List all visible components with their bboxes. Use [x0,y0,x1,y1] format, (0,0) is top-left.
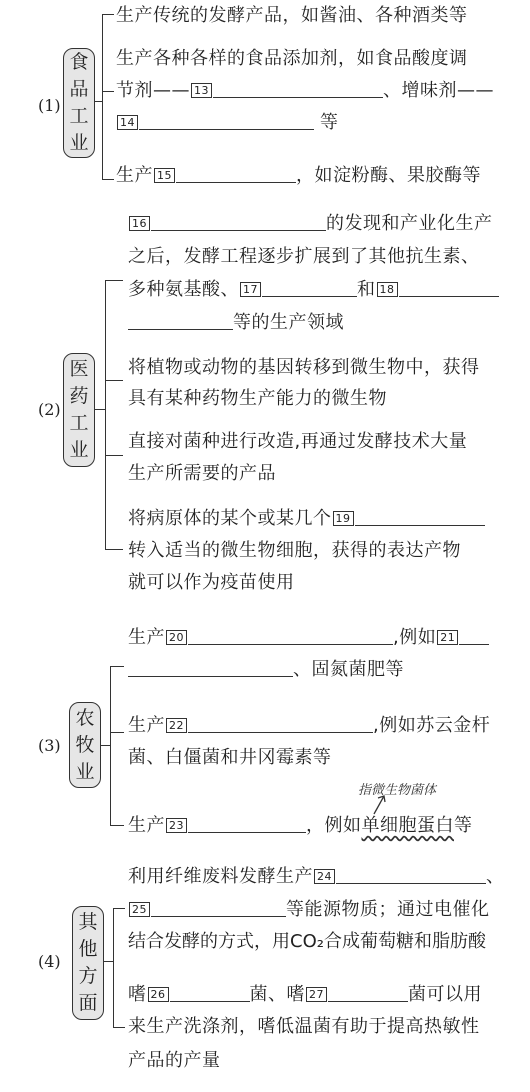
fill-blank[interactable] [188,628,393,645]
agri-line-5 [128,815,473,837]
text-span: ,例如苏云金杆 [373,715,491,736]
text-span: 、增味剂—— [383,80,494,101]
fill-blank[interactable] [128,313,233,330]
fill-blank[interactable] [151,900,286,917]
bracket-tick [105,455,123,456]
text-span: ，例如 [306,815,362,836]
text-span: 将病原体的某个或某几个 [128,508,332,529]
blank-number: 20 [166,630,187,645]
pharma-line-10: 转入适当的微生物细胞，获得的表达产物 [128,540,461,561]
text-span: 菌可以用 [408,984,482,1005]
bracket-line [105,280,106,550]
pharma-line-9 [128,508,485,530]
food-line-4 [116,112,339,134]
bracket-line [102,14,103,180]
label-char: 业 [75,760,95,783]
blank-number: 21 [437,630,458,645]
other-line-5: 来生产洗涤剂，嗜低温菌有助于提高热敏性 [128,1016,480,1037]
bracket-stem [104,961,113,962]
text-span: 、 [486,866,505,887]
blank-number: 15 [154,168,175,183]
food-line-3 [116,80,494,102]
fill-blank[interactable] [262,280,357,297]
blank-number: 25 [129,902,150,917]
pharma-line-6: 具有某种药物生产能力的微生物 [128,388,387,409]
fill-blank[interactable] [170,985,250,1002]
text-span: 等 [454,815,473,836]
fill-blank[interactable] [213,81,383,98]
bracket-stem [95,101,102,102]
bracket-tick [105,280,123,281]
blank-number: 24 [314,869,335,884]
text-span: 等的生产领域 [233,312,344,333]
label-char: 食 [69,51,89,73]
label-char: 其 [78,911,98,933]
pharma-line-8: 生产所需要的产品 [128,463,276,484]
bracket-stem [101,745,110,746]
text-span: 等能源物质；通过电催化 [286,899,490,920]
section-1-number: (1) [38,96,61,115]
fill-blank[interactable] [328,985,408,1002]
agri-line-3 [128,715,490,737]
fill-blank[interactable] [336,867,486,884]
text-span: 嗜 [128,984,147,1005]
other-line-2 [128,899,490,921]
bracket-tick [113,1027,125,1028]
text-span: 的发现和产业化生产 [326,213,493,234]
bracket-tick [110,732,124,733]
label-char: 医 [69,358,89,380]
other-line-1 [128,866,505,888]
bracket-stem [95,409,105,410]
pharma-line-5: 将植物或动物的基因转移到微生物中，获得 [128,357,480,378]
text-span: 等 [320,112,339,133]
section-2-number: (2) [38,400,61,419]
fill-blank[interactable] [188,816,306,833]
blank-number: 14 [117,115,138,130]
text-span: 多种氨基酸、 [128,279,239,300]
fill-blank[interactable] [355,509,485,526]
pharma-line-3 [128,279,499,301]
blank-number: 27 [306,987,327,1002]
pharma-line-4 [128,312,344,334]
bracket-tick [102,14,114,15]
fill-blank[interactable] [128,660,293,677]
label-char: 农 [75,706,95,729]
label-char: 工 [69,105,89,127]
bracket-tick [105,380,123,381]
agri-line-4: 菌、白僵菌和井冈霉素等 [128,747,332,768]
other-line-4 [128,984,482,1006]
blank-number: 23 [166,818,187,833]
label-char: 药 [69,385,89,407]
section-1-label [63,48,95,158]
section-3-number: (3) [38,736,61,755]
label-char: 业 [69,439,89,461]
text-span: 节剂—— [116,80,190,101]
fill-blank[interactable] [176,166,296,183]
pharma-line-1 [128,213,493,235]
text-span: 、固氮菌肥等 [293,659,404,680]
fill-blank[interactable] [459,628,489,645]
text-span: 生产 [116,165,153,186]
food-line-2: 生产各种各样的食品添加剂，如食品酸度调 [116,48,468,69]
bracket-tick [110,825,124,826]
section-2-label [63,353,95,467]
text-span: ，如淀粉酶、果胶酶等 [296,165,481,186]
fill-blank[interactable] [399,280,499,297]
blank-number: 22 [166,718,187,733]
bracket-tick [102,179,114,180]
agri-line-1 [128,627,489,649]
text-span: 利用纤维废料发酵生产 [128,866,313,887]
label-char: 业 [69,132,89,154]
bracket-tick [105,549,123,550]
fill-blank[interactable] [151,214,326,231]
fill-blank[interactable] [139,113,314,130]
label-char: 牧 [75,733,95,756]
bracket-tick [110,666,124,667]
bracket-line [113,908,114,1028]
label-char: 工 [69,412,89,434]
section-3-label [69,702,101,788]
blank-number: 26 [148,987,169,1002]
label-char: 品 [69,78,89,100]
bracket-tick [102,91,114,92]
food-line-1: 生产传统的发酵产品，如酱油、各种酒类等 [116,5,468,26]
bracket-tick [113,908,125,909]
label-char: 面 [78,992,98,1014]
blank-number: 19 [333,511,354,526]
section-4-number: (4) [38,952,61,971]
other-line-6: 产品的产量 [128,1050,221,1071]
text-span: 和 [357,279,376,300]
other-line-3: 结合发酵的方式，用CO₂合成葡萄糖和脂肪酸 [128,931,486,952]
blank-number: 16 [129,216,150,231]
blank-number: 13 [191,83,212,98]
bracket-line [110,666,111,826]
blank-number: 17 [240,282,261,297]
label-char: 他 [78,938,98,960]
annotation-arrow-icon [370,790,390,816]
blank-number: 18 [377,282,398,297]
food-line-5 [116,165,481,187]
handwritten-note: 指微生物菌体 [358,783,437,798]
wavy-underlined-term: 单细胞蛋白 [361,815,454,836]
section-4-label [72,906,104,1020]
text-span: 菌、嗜 [249,984,305,1005]
label-char: 方 [78,965,98,987]
text-span: ,例如 [393,627,437,648]
fill-blank[interactable] [188,716,373,733]
text-span: 生产 [128,715,165,736]
pharma-line-2: 之后，发酵工程逐步扩展到了其他抗生素、 [128,246,480,267]
text-span: 生产 [128,815,165,836]
pharma-line-11: 就可以作为疫苗使用 [128,572,295,593]
pharma-line-7: 直接对菌种进行改造,再通过发酵技术大量 [128,431,468,452]
agri-line-2 [128,659,404,681]
text-span: 生产 [128,627,165,648]
